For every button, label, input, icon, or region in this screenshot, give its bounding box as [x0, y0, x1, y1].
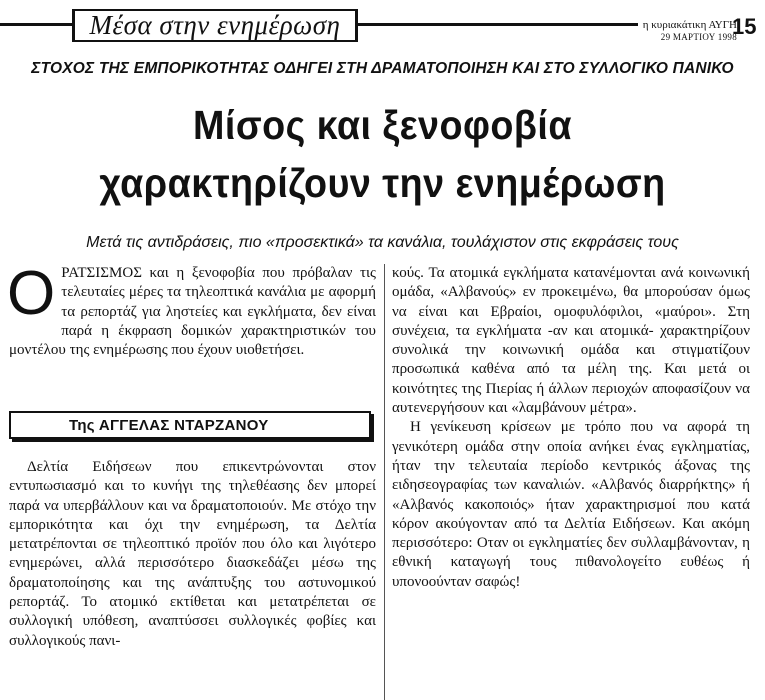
drop-cap: Ο — [7, 259, 56, 328]
article-kicker: ΣΤΟΧΟΣ ΤΗΣ ΕΜΠΟΡΙΚΟΤΗΤΑΣ ΟΔΗΓΕΙ ΣΤΗ ΔΡΑΜΑΤΟΠΟΙΗΣΗ ΚΑΙ ΣΤΟ ΣΥΛΛΟΓΙΚΟ ΠΑΝΙΚΟ — [31, 60, 734, 77]
headline-line-2: χαρακτηρίζουν την ενημέρωση — [99, 160, 666, 206]
byline: Της ΑΓΓΕΛΑΣ ΝΤΑΡΖΑΝΟΥ — [69, 416, 269, 434]
paper-info — [627, 19, 737, 43]
headline-line-1: Μίσος και ξενοφοβία — [193, 102, 572, 148]
lead-paragraph — [7, 259, 376, 360]
article-headline — [31, 96, 735, 212]
article-subhead: Μετά τις αντιδράσεις, πιο «προσεκτικά» τα κανάλια, τουλάχιστον στις εκφράσεις τους — [86, 234, 679, 251]
page-number: 15 — [732, 14, 757, 39]
body-right-column — [392, 264, 750, 592]
column-divider — [384, 264, 385, 700]
section-title: Μέσα στην ενημέρωση — [89, 10, 341, 40]
body-left-column: Δελτία Ειδήσεων που επικεντρώνονται στον εντυπωσιασμό και το κυνήγι της τηλεθέασης δεν μπορεί παρά να υπερβάλλουν και να δραματοποιούν. Με στόχο την εμπορικότητα και όχι την ενημέρωση, τα Δελτία μετατρέπονται σε τηλεοπτικό προϊόν που όλο και λιγότερο ενημερώνει, αλλά περισσότερο διασκεδάζει μέσω της δραματοποίησης και της ανάπτυξης του αστυνομικού ρεπορτάζ. Το ατομικό εκτίθεται και μετατρέπεται σε συλλογική υπόθεση, αναπτύσσει συλλογικές φοβίες και συλλογικούς πανι- — [9, 459, 376, 649]
issue-date: 29 ΜΑΡΤΙΟΥ 1998 — [660, 32, 737, 42]
right-paragraph-2: Η γενίκευση κρίσεων με τρόπο που να αφορά τη γενικότερη ομάδα στην οποία ανήκει ένας εγκληματίας, ήταν την τελευταία περίοδο κεντρικός άξονας της ειδησεογραφίας των καναλιών. «Αλβανός διαρρήκτης» ή «Αλβανός κακοποιός» ήταν χαρακτηρισμοί που κατά κόρον ακούγονταν από τα Δελτία Ειδήσεων. Και ακόμη περισσότερο: Οταν οι εγκληματίες δεν συλλαμβάνονταν, η εθνική καταγωγή τους πιθανολογείτο ευθέως ή υπονοούνταν σαφώς! — [392, 419, 750, 590]
lead-text: ΡΑΤΣΙΣΜΟΣ και η ξενοφοβία που πρόβαλαν τις τελευταίες μέρες τα τηλεοπτικά κανάλια με αφορμή τα ρεπορτάζ για ληστείες και εγκλήματα, δεν είναι παρά η έκφραση δομικών χαρακτηριστικών του μοντέλου της ενημέρωσης που έχουν υιοθετήσει. — [9, 265, 376, 359]
header-rule-right — [358, 23, 638, 26]
header-rule-left — [0, 23, 72, 26]
paper-name: η κυριακάτικη ΑΥΓΗ — [642, 19, 737, 31]
section-label-box — [72, 9, 358, 42]
right-paragraph-1: κούς. Τα ατομικά εγκλήματα κατανέμονται ανά κοινωνική ομάδα, «Αλβανούς» εν προκειμένω, θα μπορούσαν όμως να είναι και Εβραίοι, ομοφυλόφιλοι, «μαύροι». Στη συνέχεια, τα εγκλήματα -αν και ατομικά- χαρακτηρίζουν συνολικά την κοινωνική ομάδα και στιγματίζουν προσωπικά καθένα από τα μέλη της. Και μετά οι κοινότητες της Πιερίας ή άλλων περιοχών αποφασίζουν να αυτενεργήσουν και «λαμβάνουν μέτρα». — [392, 265, 750, 417]
byline-box — [9, 411, 371, 439]
page-header — [0, 0, 765, 48]
